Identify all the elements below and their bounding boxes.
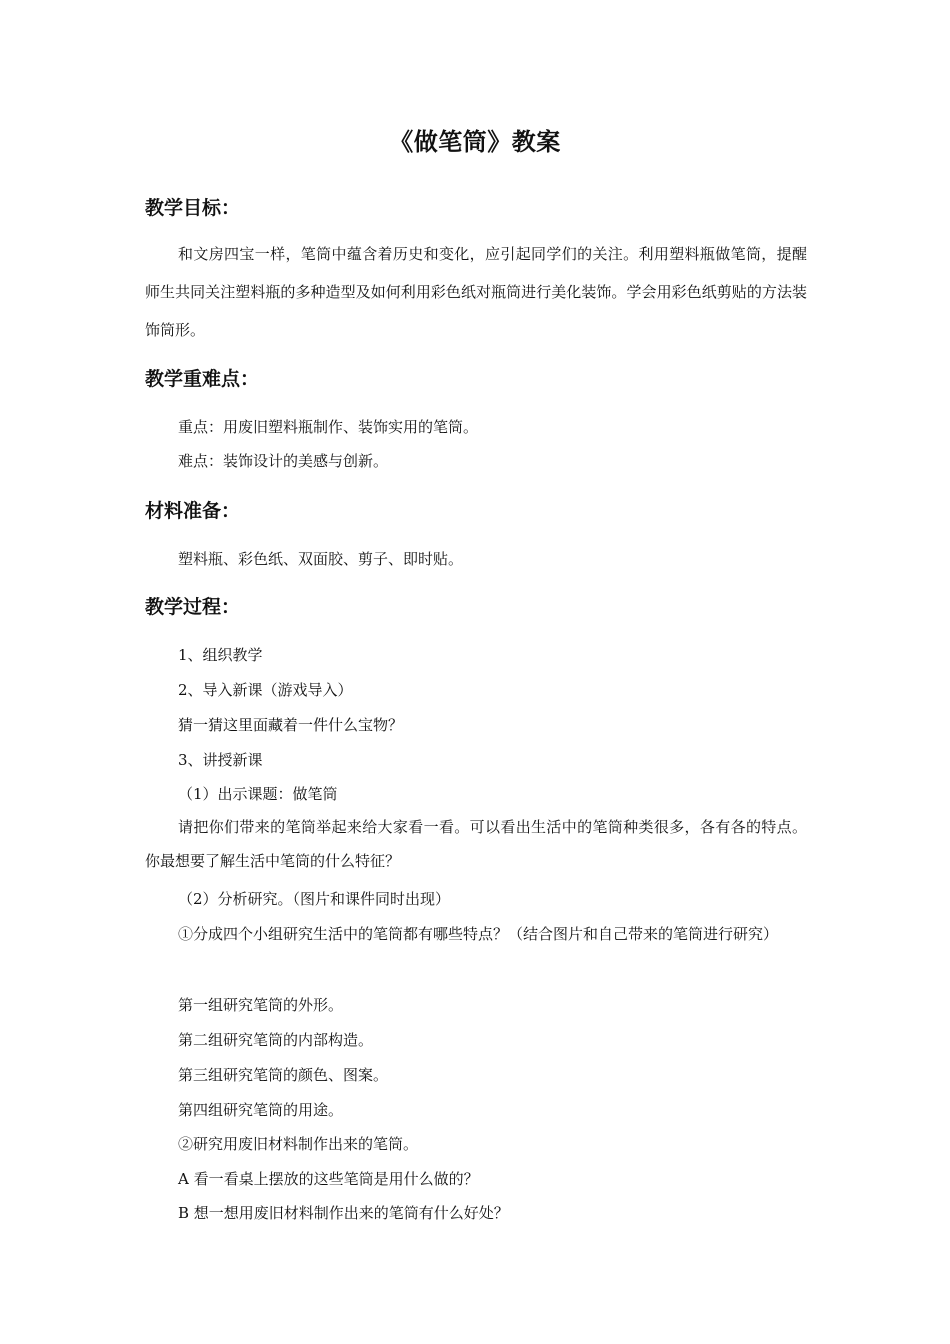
process-item: B 想一想用废旧材料制作出来的笔筒有什么好处？ <box>178 1204 509 1222</box>
process-item: 第二组研究笔筒的内部构造。 <box>178 1031 374 1049</box>
process-item: A 看一看桌上摆放的这些笔筒是用什么做的？ <box>178 1170 479 1188</box>
materials-line: 塑料瓶、彩色纸、双面胶、剪子、即时贴。 <box>178 550 464 568</box>
heading-materials: 材料准备： <box>145 500 241 522</box>
process-item: 猜一猜这里面藏着一件什么宝物？ <box>178 716 404 734</box>
process-item: 3、讲授新课 <box>178 751 263 769</box>
process-item: 第三组研究笔筒的颜色、图案。 <box>178 1066 389 1084</box>
heading-key-points: 教学重难点： <box>145 368 260 390</box>
process-item: ②研究用废旧材料制作出来的笔筒。 <box>178 1135 419 1153</box>
process-paragraph: ①分成四个小组研究生活中的笔筒都有哪些特点？（结合图片和自己带来的笔筒进行研究） <box>178 925 779 943</box>
process-item: （2）分析研究。（图片和课件同时出现） <box>178 890 451 908</box>
process-item: 第一组研究笔筒的外形。 <box>178 996 344 1014</box>
process-item: 第四组研究笔筒的用途。 <box>178 1101 344 1119</box>
process-item: （1）出示课题：做笔筒 <box>178 785 338 803</box>
key-point-line: 重点：用废旧塑料瓶制作、装饰实用的笔筒。 <box>178 418 479 436</box>
heading-teaching-goals: 教学目标： <box>145 197 241 219</box>
paragraph-teaching-goals: 和文房四宝一样，笔筒中蕴含着历史和变化，应引起同学们的关注。利用塑料瓶做笔筒，提醒师生共同关注塑料瓶的多种造型及如何利用彩色纸对瓶筒进行美化装饰。学会用彩色纸剪贴的方法装饰筒形。 <box>145 245 807 339</box>
heading-teaching-process: 教学过程： <box>145 596 241 618</box>
document-title: 《做笔筒》教案 <box>389 128 561 156</box>
process-paragraph: 请把你们带来的笔筒举起来给大家看一看。可以看出生活中的笔筒种类很多，各有各的特点。你最想要了解生活中笔筒的什么特征？ <box>145 818 807 870</box>
process-item: 2、导入新课（游戏导入） <box>178 681 353 699</box>
process-item: 1、组织教学 <box>178 646 263 664</box>
difficulty-line: 难点：装饰设计的美感与创新。 <box>178 452 389 470</box>
